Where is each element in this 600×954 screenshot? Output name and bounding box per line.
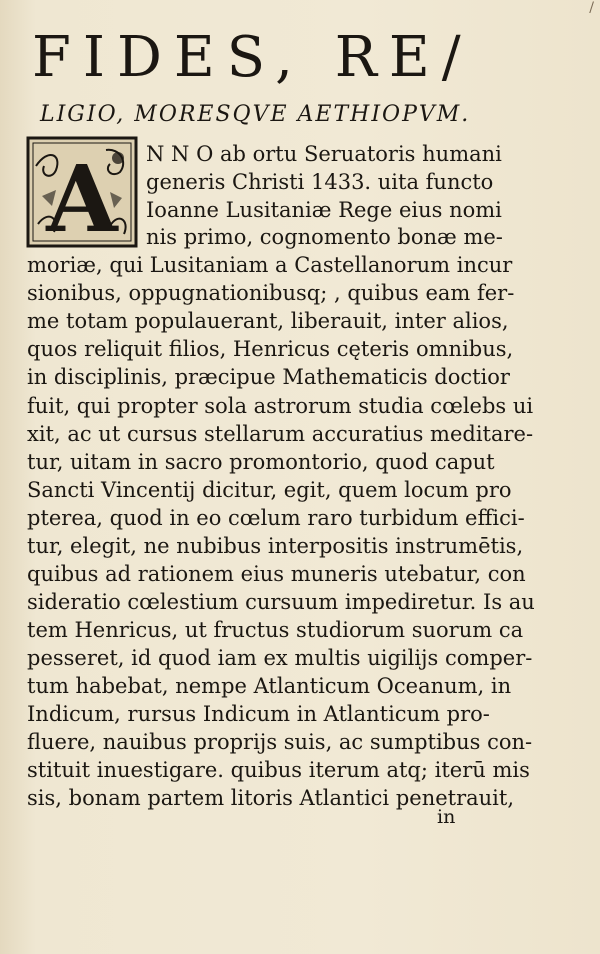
- text-line: Ioanne Lusitaniæ Rege eius nomi: [146, 198, 502, 222]
- text-line: N N O ab ortu Seruatoris humani: [146, 142, 502, 166]
- text-line: sionibus, oppugnationibusq; , quibus eam fer-: [27, 281, 515, 305]
- text-line: nis primo, cognomento bonæ me-: [146, 225, 503, 249]
- text-line: in disciplinis, præcipue Mathematicis doctior: [27, 365, 510, 389]
- text-line: Sancti Vincentij dicitur, egit, quem locum pro: [27, 478, 512, 502]
- text-line: tur, elegit, ne nubibus interpositis instrumētis,: [27, 534, 524, 558]
- corner-mark: /: [589, 0, 594, 16]
- text-line: sis, bonam partem litoris Atlantici penetrauit,: [27, 786, 514, 810]
- text-line: pterea, quod in eo cœlum raro turbidum effici-: [27, 506, 525, 530]
- text-line: tem Henricus, ut fructus studiorum suorum ca: [27, 618, 524, 642]
- heading-line-2: LIGIO, MORESQVE AETHIOPVM.: [40, 102, 471, 127]
- text-line: stituit inuestigare. quibus iterum atq; iterū mis: [27, 758, 530, 782]
- text-line: tum habebat, nempe Atlanticum Oceanum, in: [27, 674, 512, 698]
- text-line: sideratio cœlestium cursuum impediretur. Is au: [27, 590, 535, 614]
- decorated-initial-woodcut: [26, 136, 138, 248]
- text-line: moriæ, qui Lusitaniam a Castellanorum incur: [27, 253, 513, 277]
- heading-line-1: FIDES, RE/: [32, 25, 473, 90]
- text-line: quibus ad rationem eius muneris utebatur, con: [27, 562, 526, 586]
- catchword: in: [437, 806, 456, 828]
- text-line: quos reliquit filios, Henricus cęteris omnibus,: [27, 337, 514, 361]
- text-line: xit, ac ut cursus stellarum accuratius meditare-: [27, 422, 534, 446]
- text-line: tur, uitam in sacro promontorio, quod caput: [27, 450, 495, 474]
- drop-cap-letter: A: [46, 145, 118, 248]
- text-line: me totam populauerant, liberauit, inter alios,: [27, 309, 509, 333]
- text-line: pesseret, id quod iam ex multis uigilijs comper-: [27, 646, 533, 670]
- text-line: generis Christi 1433. uita functo: [146, 170, 494, 194]
- text-line: fuit, qui propter sola astrorum studia cœlebs ui: [27, 394, 534, 418]
- text-line: fluere, nauibus proprijs suis, ac sumptibus con-: [27, 730, 533, 754]
- text-line: Indicum, rursus Indicum in Atlanticum pro-: [27, 702, 490, 726]
